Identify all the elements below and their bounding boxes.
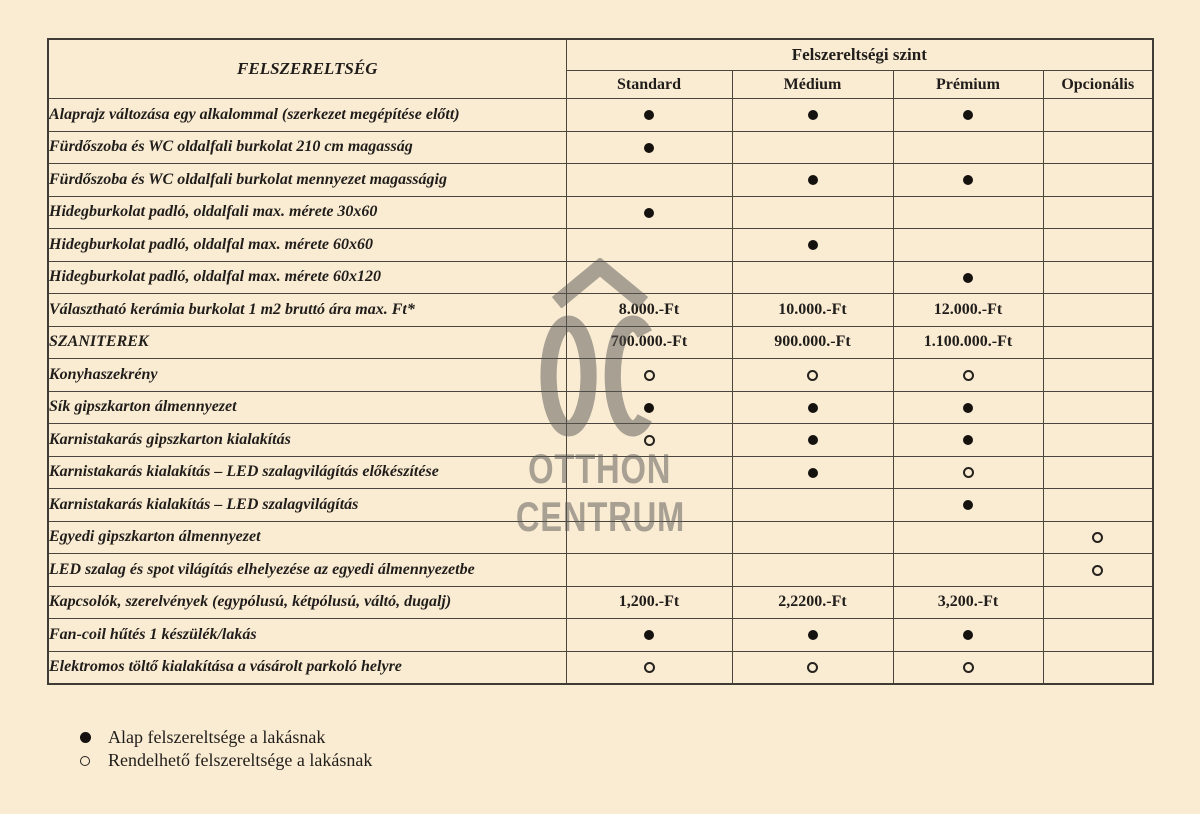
row-label: Hidegburkolat padló, oldalfal max. mérete 60x120: [48, 261, 566, 294]
empty-cell: [1043, 326, 1153, 359]
table-row: [48, 521, 1153, 554]
table-row: [48, 294, 1153, 327]
empty-cell: [732, 489, 893, 522]
empty-cell: [1043, 424, 1153, 457]
equipment-levels-table: [47, 38, 1154, 685]
row-label: Hidegburkolat padló, oldalfali max. mérete 30x60: [48, 196, 566, 229]
table-title: FELSZERELTSÉG: [48, 39, 566, 99]
open-dot-icon: [566, 359, 732, 392]
price-value: 900.000.-Ft: [732, 326, 893, 359]
filled-dot-icon: [78, 732, 92, 743]
filled-dot-icon: [732, 229, 893, 262]
empty-cell: [566, 456, 732, 489]
row-label: LED szalag és spot világítás elhelyezése az egyedi álmennyezetbe: [48, 554, 566, 587]
open-dot-icon: [893, 359, 1043, 392]
open-dot-icon: [732, 359, 893, 392]
price-value: 12.000.-Ft: [893, 294, 1043, 327]
row-label: Egyedi gipszkarton álmennyezet: [48, 521, 566, 554]
table-body: [48, 99, 1153, 684]
empty-cell: [566, 554, 732, 587]
empty-cell: [732, 554, 893, 587]
open-dot-icon: [893, 456, 1043, 489]
row-label: Karnistakarás gipszkarton kialakítás: [48, 424, 566, 457]
open-dot-icon: [566, 424, 732, 457]
empty-cell: [1043, 586, 1153, 619]
table-row: [48, 586, 1153, 619]
filled-dot-icon: [732, 424, 893, 457]
filled-dot-icon: [893, 261, 1043, 294]
empty-cell: [732, 196, 893, 229]
legend-item-optional: [78, 749, 372, 772]
filled-dot-icon: [732, 164, 893, 197]
empty-cell: [893, 196, 1043, 229]
filled-dot-icon: [893, 391, 1043, 424]
open-dot-icon: [893, 651, 1043, 684]
legend: [78, 726, 372, 772]
empty-cell: [1043, 261, 1153, 294]
empty-cell: [566, 229, 732, 262]
empty-cell: [1043, 196, 1153, 229]
filled-dot-icon: [566, 99, 732, 132]
row-label: Sík gipszkarton álmennyezet: [48, 391, 566, 424]
empty-cell: [893, 131, 1043, 164]
empty-cell: [732, 131, 893, 164]
legend-label-base: Alap felszereltsége a lakásnak: [108, 727, 326, 747]
equipment-table: [47, 38, 1152, 682]
table-row: [48, 554, 1153, 587]
filled-dot-icon: [893, 619, 1043, 652]
empty-cell: [1043, 619, 1153, 652]
column-header-standard: Standard: [566, 71, 732, 99]
empty-cell: [893, 229, 1043, 262]
filled-dot-icon: [732, 391, 893, 424]
group-header: Felszereltségi szint: [566, 39, 1153, 71]
table-row: [48, 261, 1153, 294]
open-dot-icon: [566, 651, 732, 684]
column-header-opcionalis: Opcionális: [1043, 71, 1153, 99]
empty-cell: [566, 261, 732, 294]
table-row: [48, 326, 1153, 359]
column-header-medium: Médium: [732, 71, 893, 99]
empty-cell: [1043, 456, 1153, 489]
filled-dot-icon: [893, 489, 1043, 522]
empty-cell: [732, 521, 893, 554]
empty-cell: [1043, 131, 1153, 164]
table-row: [48, 424, 1153, 457]
empty-cell: [893, 521, 1043, 554]
table-row: [48, 229, 1153, 262]
filled-dot-icon: [732, 99, 893, 132]
empty-cell: [1043, 651, 1153, 684]
empty-cell: [1043, 229, 1153, 262]
legend-label-optional: Rendelhető felszereltsége a lakásnak: [108, 750, 373, 770]
filled-dot-icon: [893, 99, 1043, 132]
row-label: Karnistakarás kialakítás – LED szalagvilágítás előkészítése: [48, 456, 566, 489]
empty-cell: [1043, 99, 1153, 132]
open-dot-icon: [1043, 521, 1153, 554]
row-label: Választható kerámia burkolat 1 m2 bruttó ára max. Ft*: [48, 294, 566, 327]
filled-dot-icon: [893, 164, 1043, 197]
price-value: 8.000.-Ft: [566, 294, 732, 327]
table-row: [48, 456, 1153, 489]
filled-dot-icon: [566, 619, 732, 652]
filled-dot-icon: [732, 619, 893, 652]
row-label: Alaprajz változása egy alkalommal (szerkezet megépítése előtt): [48, 99, 566, 132]
row-label: Fürdőszoba és WC oldalfali burkolat mennyezet magasságig: [48, 164, 566, 197]
table-row: [48, 196, 1153, 229]
filled-dot-icon: [732, 456, 893, 489]
filled-dot-icon: [893, 424, 1043, 457]
price-value: 3,200.-Ft: [893, 586, 1043, 619]
legend-item-base: [78, 726, 372, 749]
column-header-premium: Prémium: [893, 71, 1043, 99]
table-row: [48, 359, 1153, 392]
group-header-row: [48, 39, 1153, 71]
watermark-line1: OTTHON: [528, 445, 672, 492]
empty-cell: [566, 164, 732, 197]
table-row: [48, 619, 1153, 652]
row-label: Elektromos töltő kialakítása a vásárolt parkoló helyre: [48, 651, 566, 684]
filled-dot-icon: [566, 196, 732, 229]
watermark-line2: CENTRUM: [515, 493, 685, 540]
filled-dot-icon: [566, 131, 732, 164]
table-row: [48, 164, 1153, 197]
row-label: Kapcsolók, szerelvények (egypólusú, kétpólusú, váltó, dugalj): [48, 586, 566, 619]
empty-cell: [1043, 164, 1153, 197]
table-row: [48, 99, 1153, 132]
empty-cell: [1043, 294, 1153, 327]
empty-cell: [1043, 359, 1153, 392]
row-label: Hidegburkolat padló, oldalfal max. mérete 60x60: [48, 229, 566, 262]
empty-cell: [1043, 489, 1153, 522]
empty-cell: [1043, 391, 1153, 424]
table-row: [48, 391, 1153, 424]
price-value: 10.000.-Ft: [732, 294, 893, 327]
open-dot-icon: [78, 756, 92, 766]
row-label: Konyhaszekrény: [48, 359, 566, 392]
empty-cell: [893, 554, 1043, 587]
price-value: 1,200.-Ft: [566, 586, 732, 619]
price-value: 1.100.000.-Ft: [893, 326, 1043, 359]
table-row: [48, 489, 1153, 522]
empty-cell: [566, 521, 732, 554]
table-row: [48, 131, 1153, 164]
empty-cell: [566, 489, 732, 522]
row-label: SZANITEREK: [48, 326, 566, 359]
table-row: [48, 651, 1153, 684]
open-dot-icon: [732, 651, 893, 684]
price-value: 2,2200.-Ft: [732, 586, 893, 619]
row-label: Fürdőszoba és WC oldalfali burkolat 210 cm magasság: [48, 131, 566, 164]
row-label: Karnistakarás kialakítás – LED szalagvilágítás: [48, 489, 566, 522]
price-value: 700.000.-Ft: [566, 326, 732, 359]
filled-dot-icon: [566, 391, 732, 424]
empty-cell: [732, 261, 893, 294]
open-dot-icon: [1043, 554, 1153, 587]
row-label: Fan-coil hűtés 1 készülék/lakás: [48, 619, 566, 652]
